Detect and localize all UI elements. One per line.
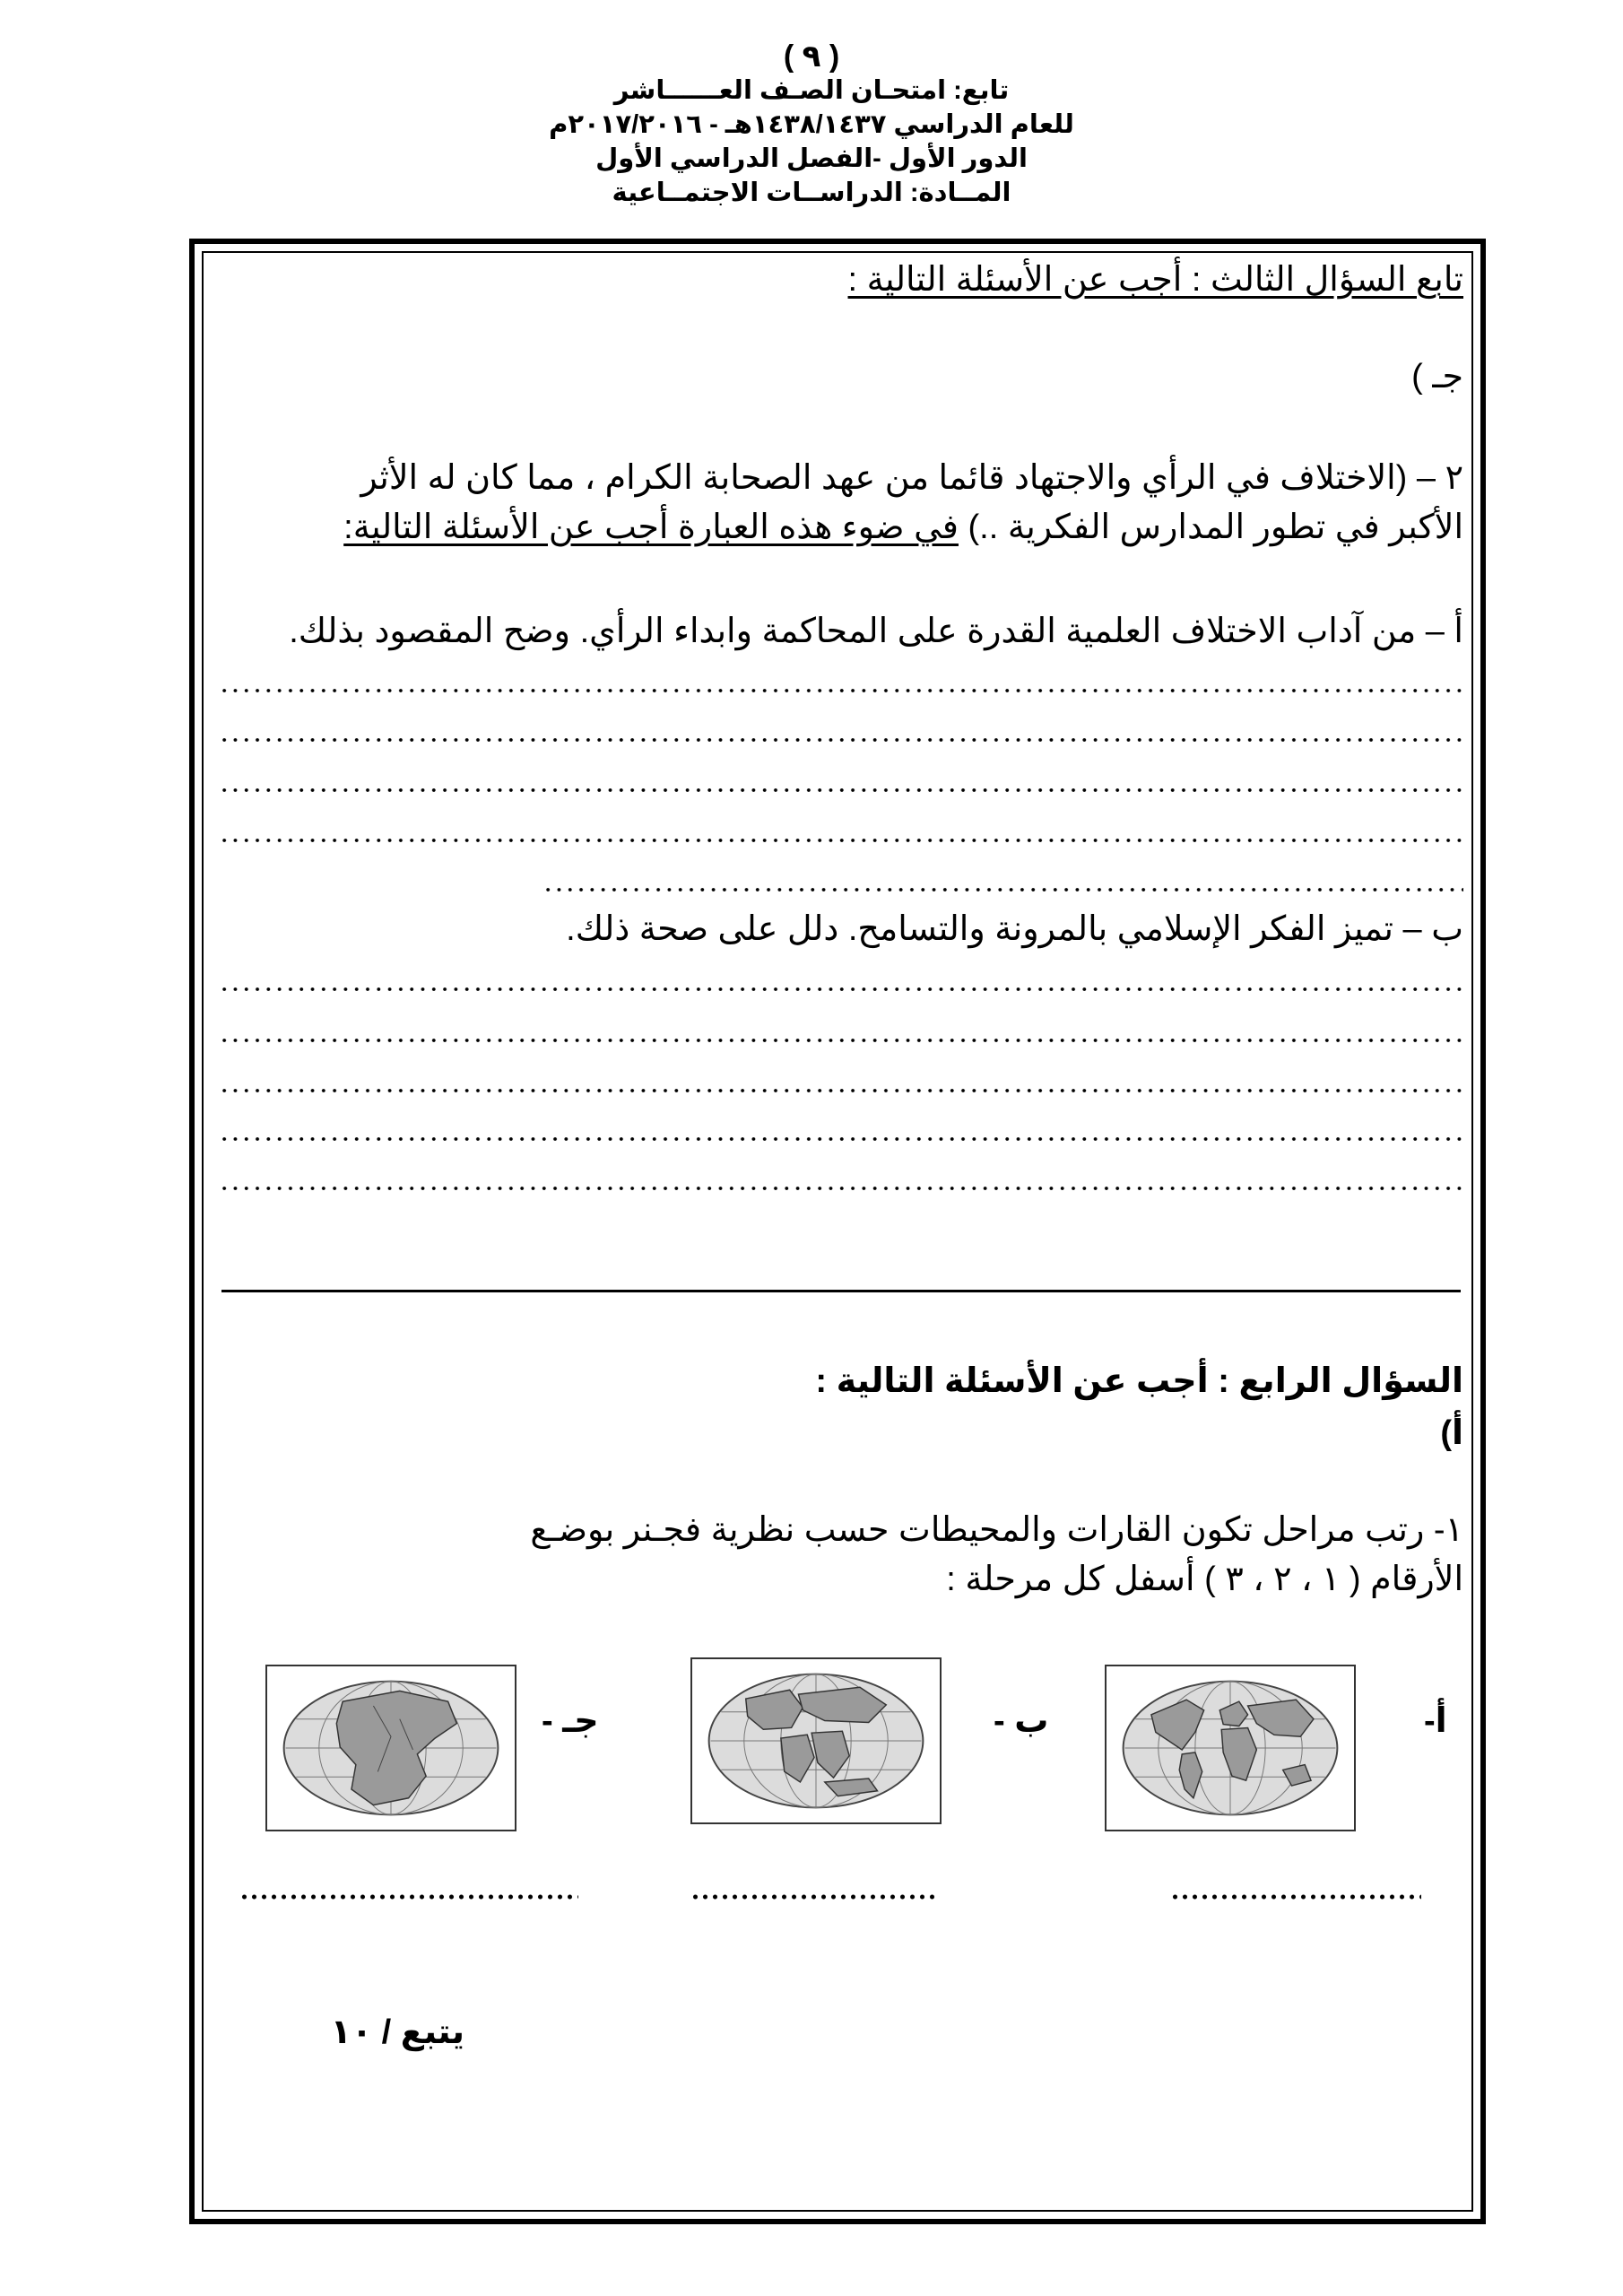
question4-title: السؤال الرابع : أجب عن الأسئلة التالية :	[815, 1362, 1463, 1400]
question4-item1-line1: ١- رتب مراحل تكون القارات والمحيطات حسب نظرية فجـنر بوضـع	[530, 1511, 1463, 1549]
answer-line[interactable]	[219, 786, 1463, 795]
question3-part-label: جـ )	[1411, 358, 1463, 396]
question3-sub-a: أ – من آداب الاختلاف العلمية القدرة على المحاكمة وابداء الرأي. وضح المقصود بذلك.	[289, 613, 1463, 650]
question3-item2-line2	[343, 502, 1463, 552]
answer-line[interactable]	[542, 885, 1463, 894]
item2-instruction: في ضوء هذه العبارة أجب عن الأسئلة التالية:	[343, 509, 959, 546]
exam-title: تابع: امتحـان الصـف العــــــاشر	[613, 76, 1010, 105]
answer-line[interactable]	[219, 1184, 1463, 1193]
page-number: ( ٩ )	[783, 39, 840, 74]
question3-sub-b: ب – تميز الفكر الإسلامي بالمرونة والتسامح. دلل على صحة ذلك.	[566, 910, 1463, 948]
answer-blank-a[interactable]	[1170, 1892, 1421, 1901]
answer-line[interactable]	[219, 686, 1463, 695]
question4-item1-line2: الأرقام ( ١ ، ٢ ، ٣ ) أسفل كل مرحلة :	[946, 1561, 1463, 1598]
map-label-b: ب -	[994, 1702, 1049, 1740]
answer-line[interactable]	[219, 1036, 1463, 1045]
world-map-present-icon	[1105, 1665, 1356, 1831]
question3-title: تابع السؤال الثالث : أجب عن الأسئلة التالية :	[847, 261, 1463, 299]
world-map-pangaea-icon	[265, 1665, 516, 1831]
world-map-drift-icon	[690, 1657, 942, 1824]
exam-header	[0, 39, 1623, 210]
answer-blank-b[interactable]	[690, 1892, 940, 1901]
answer-line[interactable]	[219, 735, 1463, 744]
answer-blank-c[interactable]	[239, 1892, 578, 1901]
answer-line[interactable]	[219, 1135, 1463, 1144]
semester: الدور الأول -الفصل الدراسي الأول	[595, 144, 1028, 173]
answer-line[interactable]	[219, 1086, 1463, 1095]
academic-year: للعام الدراسي ١٤٣٨/١٤٣٧هـ - ٢٠١٧/٢٠١٦م	[549, 110, 1074, 139]
item2-quote-end: الأكبر في تطور المدارس الفكرية ..)	[958, 509, 1463, 546]
subject: المــادة: الدراســات الاجتمــاعية	[612, 178, 1011, 207]
map-label-c: جـ -	[542, 1702, 599, 1740]
continue-note: يتبع / ١٠	[330, 2013, 464, 2051]
map-label-a: أ-	[1424, 1702, 1447, 1740]
question3-item2-line1: ٢ – (الاختلاف في الرأي والاجتهاد قائما من عهد الصحابة الكرام ، مما كان له الأثر	[360, 459, 1463, 497]
answer-line[interactable]	[219, 985, 1463, 994]
answer-line[interactable]	[219, 836, 1463, 845]
section-divider	[221, 1290, 1461, 1292]
question4-part-label: أ)	[1440, 1414, 1463, 1452]
